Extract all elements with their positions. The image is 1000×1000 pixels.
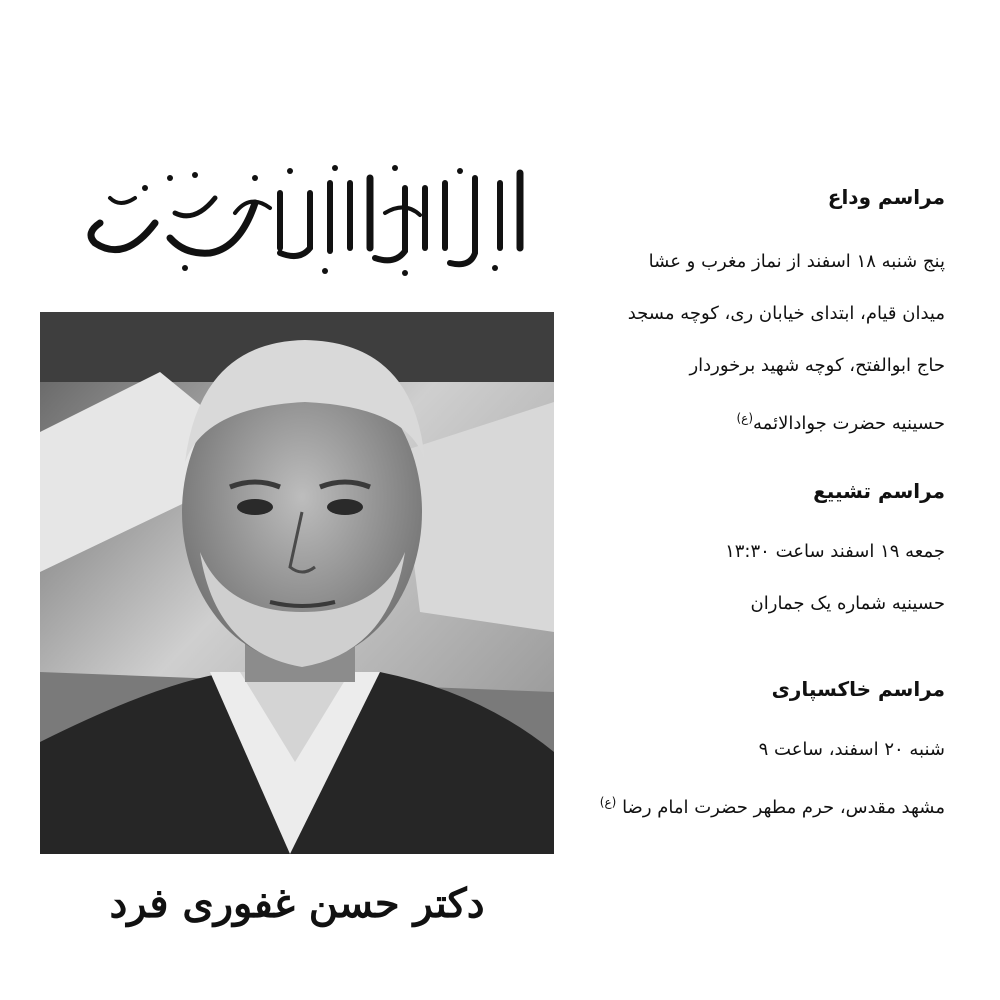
section-line: پنج شنبه ۱۸ اسفند از نماز مغرب و عشا — [648, 251, 945, 272]
section-title: مراسم خاکسپاری — [771, 677, 945, 701]
section-line: شنبه ۲۰ اسفند، ساعت ۹ — [758, 739, 945, 760]
portrait-photo — [40, 312, 554, 854]
funeral-procession-section — [555, 474, 945, 630]
section-line: مشهد مقدس، حرم مطهر حضرت امام رضا $^{(ع)}$ — [599, 795, 945, 818]
deceased-name: دکتر حسن غفوری فرد — [109, 880, 485, 927]
calligraphy-logo — [70, 150, 540, 285]
section-line: میدان قیام، ابتدای خیابان ری، کوچه مسجد — [627, 303, 945, 324]
section-line: حسینیه شماره یک جماران — [750, 593, 945, 614]
section-line: حسینیه حضرت جوادالائمه$^{(ع)}$ — [736, 411, 945, 434]
burial-section — [555, 672, 945, 828]
honorific: (ع) — [736, 411, 754, 425]
honorific: (ع) — [599, 795, 617, 809]
farewell-section — [555, 180, 945, 444]
section-title: مراسم وداع — [827, 185, 945, 209]
ceremony-info — [555, 180, 945, 828]
section-title: مراسم تشییع — [813, 479, 945, 503]
section-line: حاج ابوالفتح، کوچه شهید برخوردار — [689, 355, 945, 376]
section-line: جمعه ۱۹ اسفند ساعت ۱۳:۳۰ — [725, 541, 945, 562]
